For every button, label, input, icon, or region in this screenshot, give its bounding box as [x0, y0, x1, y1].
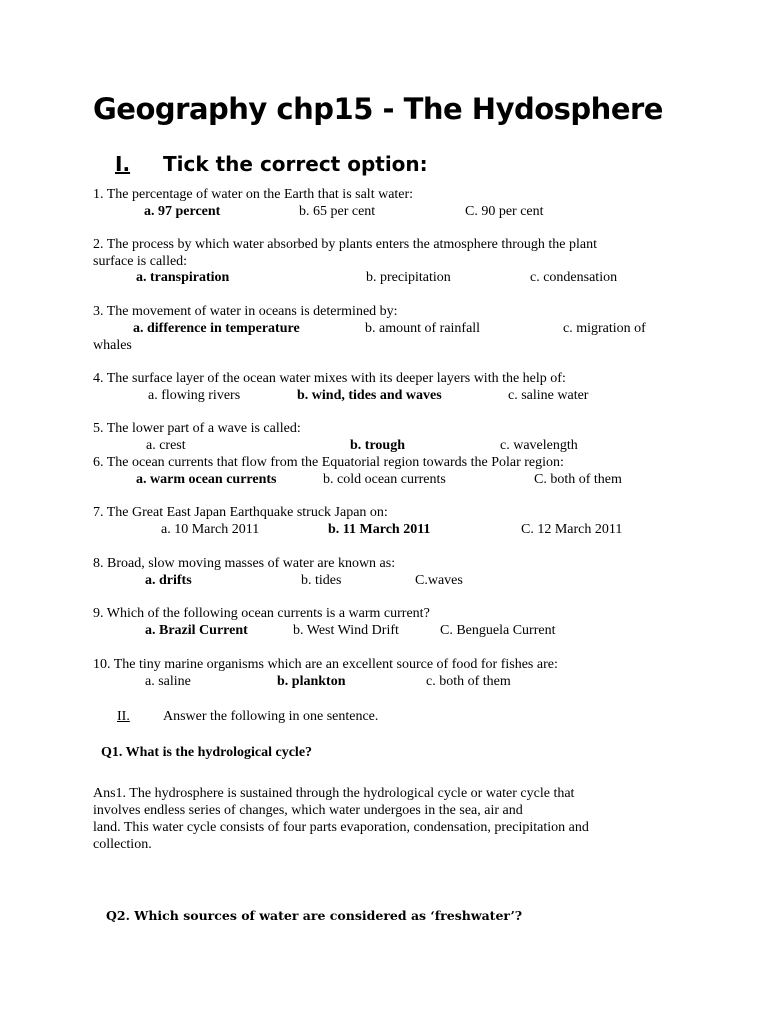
q3-option-c: c. migration of	[563, 321, 646, 336]
question-6: 6. The ocean currents that flow from the Equatorial region towards the Polar region:	[93, 455, 564, 470]
question-4: 4. The surface layer of the ocean water mixes with its deeper layers with the help of:	[93, 371, 566, 386]
q1-question: Q1. What is the hydrological cycle?	[101, 745, 313, 760]
q2-option-b: b. precipitation	[366, 270, 451, 285]
q5-option-c: c. wavelength	[500, 438, 578, 453]
q5-option-a: a. crest	[146, 438, 186, 453]
q7-option-c: C. 12 March 2011	[521, 522, 623, 537]
question-5: 5. The lower part of a wave is called:	[93, 421, 301, 436]
q1-option-a: a. 97 percent	[144, 204, 221, 219]
q7-option-b: b. 11 March 2011	[328, 522, 431, 537]
question-7: 7. The Great East Japan Earthquake struck Japan on:	[93, 505, 388, 520]
q9-option-a: a. Brazil Current	[145, 623, 248, 638]
q1-answer-line-4: collection.	[93, 837, 152, 852]
section-1-title: Tick the correct option:	[163, 152, 428, 176]
question-3: 3. The movement of water in oceans is determined by:	[93, 304, 398, 319]
q3-option-b: b. amount of rainfall	[365, 321, 481, 336]
q4-option-c: c. saline water	[508, 388, 589, 403]
question-8: 8. Broad, slow moving masses of water are known as:	[93, 556, 396, 571]
q5-option-b: b. trough	[350, 438, 405, 453]
section-1-numeral: I.	[115, 152, 131, 176]
q3-option-a: a. difference in temperature	[133, 321, 300, 336]
page-title: Geography chp15 - The Hydosphere	[93, 92, 663, 126]
q9-option-c: C. Benguela Current	[440, 623, 556, 638]
question-10: 10. The tiny marine organisms which are an excellent source of food for fishes are:	[93, 657, 558, 672]
q9-option-b: b. West Wind Drift	[293, 623, 399, 638]
q1-option-b: b. 65 per cent	[299, 204, 376, 219]
q10-option-c: c. both of them	[426, 674, 511, 689]
question-2-line-1: 2. The process by which water absorbed by plants enters the atmosphere through the plant	[93, 237, 597, 252]
q6-option-b: b. cold ocean currents	[323, 472, 446, 487]
q2-option-c: c. condensation	[530, 270, 618, 285]
question-9: 9. Which of the following ocean currents is a warm current?	[93, 606, 430, 621]
q2-question: Q2. Which sources of water are considered as ‘freshwater’?	[106, 908, 523, 923]
q4-option-a: a. flowing rivers	[148, 388, 241, 403]
q1-answer-line-2: involves endless series of changes, which water undergoes in the sea, air and	[93, 803, 523, 818]
q6-option-a: a. warm ocean currents	[136, 472, 277, 487]
q3-option-c-wrap: whales	[93, 338, 132, 353]
q7-option-a: a. 10 March 2011	[161, 522, 260, 537]
q10-option-a: a. saline	[145, 674, 191, 689]
q1-answer-line-1: Ans1. The hydrosphere is sustained through the hydrological cycle or water cycle that	[93, 786, 575, 801]
section-2-numeral: II.	[117, 709, 130, 724]
q6-option-c: C. both of them	[534, 472, 622, 487]
question-2-line-2: surface is called:	[93, 254, 188, 269]
section-2-heading: Answer the following in one sentence.	[163, 709, 379, 724]
question-1: 1. The percentage of water on the Earth that is salt water:	[93, 187, 414, 202]
q8-option-b: b. tides	[301, 573, 342, 588]
q2-option-a: a. transpiration	[136, 270, 230, 285]
q4-option-b: b. wind, tides and waves	[297, 388, 442, 403]
q1-answer-line-3: land. This water cycle consists of four parts evaporation, condensation, precipitation and	[93, 820, 589, 835]
q8-option-a: a. drifts	[145, 573, 192, 588]
q8-option-c: C.waves	[415, 573, 463, 588]
q10-option-b: b. plankton	[277, 674, 346, 689]
q1-option-c: C. 90 per cent	[465, 204, 544, 219]
